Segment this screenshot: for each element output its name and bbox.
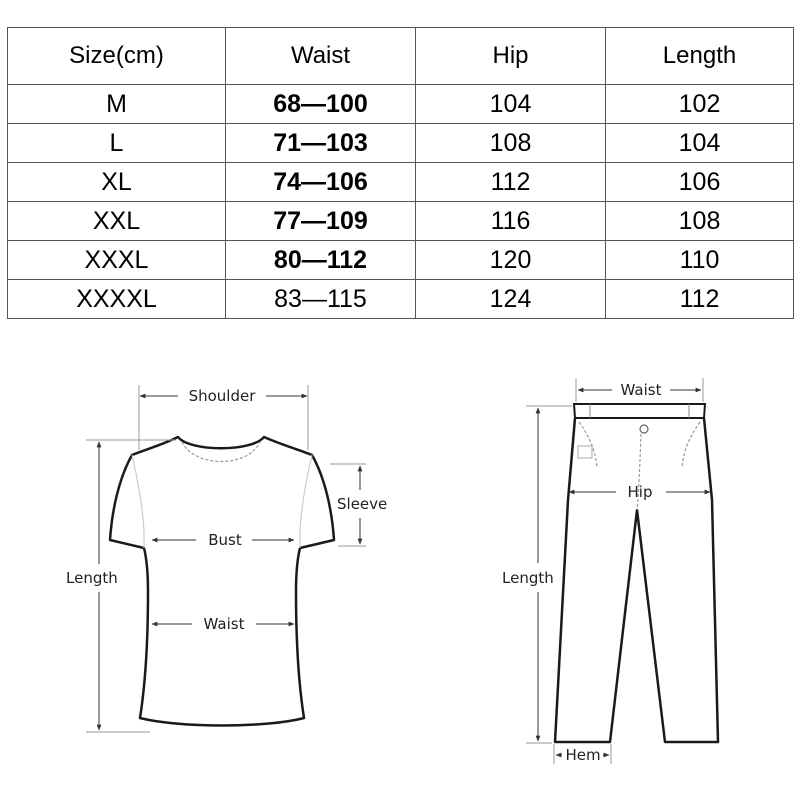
cell-size: XXL [8,202,226,241]
header-size: Size(cm) [8,28,226,85]
table-row [8,280,794,319]
table-header-row [8,28,794,85]
cell-waist: 83—115 [226,280,416,319]
pants-hem-label: Hem [565,746,601,764]
cell-size: XL [8,163,226,202]
cell-size: XXXXL [8,280,226,319]
shirt-diagram [66,385,387,732]
cell-size: XXXL [8,241,226,280]
cell-hip: 124 [416,280,606,319]
cell-waist: 74—106 [226,163,416,202]
cell-hip: 120 [416,241,606,280]
cell-size: M [8,85,226,124]
pants-waist-label: Waist [620,381,662,399]
pants-outline [555,418,718,742]
cell-length: 108 [606,202,794,241]
shirt-length-label: Length [66,569,118,587]
pants-pocket-right [682,422,700,468]
cell-hip: 108 [416,124,606,163]
size-chart-table [7,27,794,319]
measurement-diagram [0,340,800,800]
cell-waist: 68—100 [226,85,416,124]
pants-pocket-left [579,422,597,468]
pants-diagram [502,378,718,764]
header-length: Length [606,28,794,85]
table-row [8,241,794,280]
cell-hip: 104 [416,85,606,124]
cell-hip: 116 [416,202,606,241]
table-row [8,202,794,241]
shirt-outline [110,437,334,726]
table-row [8,163,794,202]
shirt-sleeve-seam-right [300,455,312,548]
cell-waist: 80—112 [226,241,416,280]
cell-length: 104 [606,124,794,163]
cell-hip: 112 [416,163,606,202]
pants-waistband [574,404,705,418]
shirt-sleeve-seam-left [132,455,144,548]
pants-coin-pocket [578,446,592,458]
cell-length: 106 [606,163,794,202]
shirt-shoulder-label: Shoulder [188,387,256,405]
shirt-waist-label: Waist [203,615,245,633]
shirt-sleeve-label: Sleeve [337,495,388,513]
pants-button [640,425,648,433]
pants-length-label: Length [502,569,554,587]
cell-waist: 77—109 [226,202,416,241]
cell-waist: 71—103 [226,124,416,163]
cell-length: 110 [606,241,794,280]
header-waist: Waist [226,28,416,85]
cell-length: 102 [606,85,794,124]
table-row [8,85,794,124]
pants-hip-label: Hip [627,483,653,501]
cell-size: L [8,124,226,163]
cell-length: 112 [606,280,794,319]
table-row [8,124,794,163]
shirt-bust-label: Bust [208,531,242,549]
header-hip: Hip [416,28,606,85]
